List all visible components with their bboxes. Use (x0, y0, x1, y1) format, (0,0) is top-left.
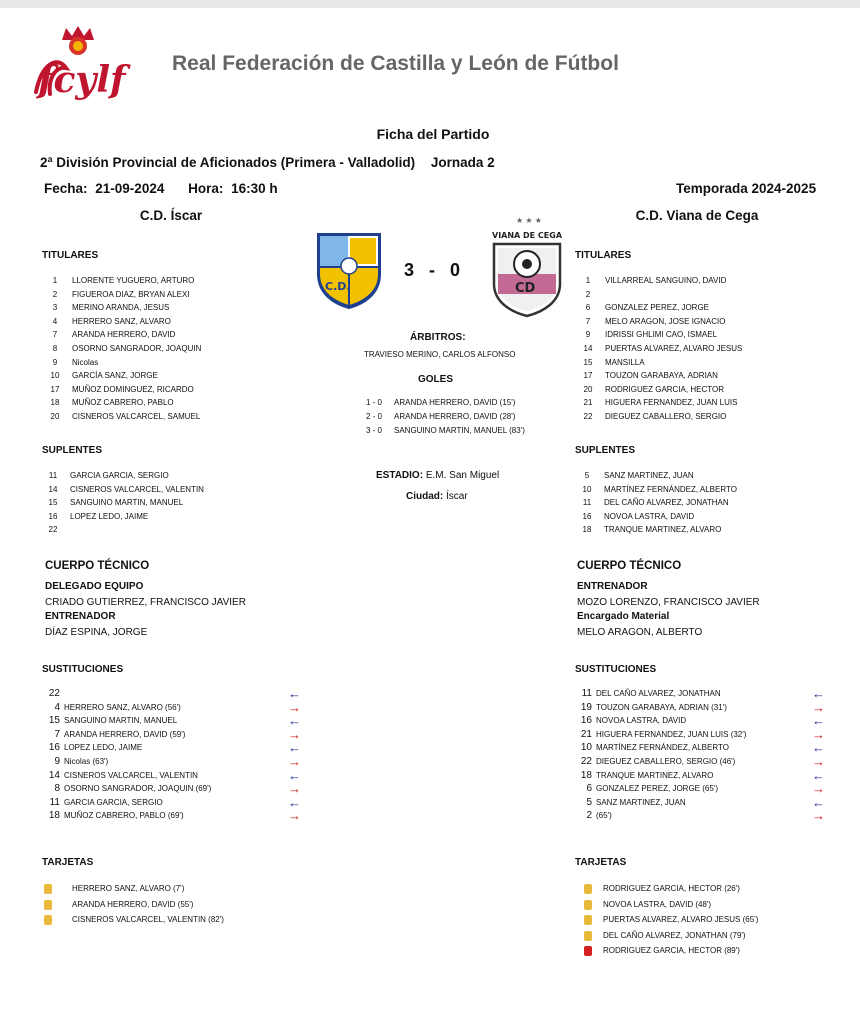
player-name: FIGUEROA DIAZ, BRYAN ALEXI (72, 289, 190, 299)
away-substitution-row (570, 782, 718, 796)
arrow-left-icon: ← (812, 713, 825, 729)
home-starters-row (44, 315, 171, 328)
home-substitution-row (38, 687, 64, 701)
stadium-value: E.M. San Miguel (425, 470, 500, 481)
player-number: 15 (48, 498, 58, 508)
home-starters-row (44, 356, 98, 369)
substitution-number: 16 (48, 742, 60, 754)
referee-name: TRAVIESO MERINO, CARLOS ALFONSO (364, 350, 516, 359)
substitution-player: NOVOA LASTRA, DAVID (596, 716, 687, 726)
player-name: TOUZON GARABAYA, ADRIAN (605, 371, 718, 381)
player-name: LOPEZ LEDO, JAIME (70, 511, 149, 521)
player-number: 16 (48, 511, 58, 521)
goal-score: 1 - 0 (366, 398, 383, 407)
player-name: GONZALEZ PEREZ, JORGE (605, 303, 710, 313)
stadium-label: ESTADIO: (376, 470, 424, 481)
away-crest (488, 214, 566, 318)
away-staff-role-2: Encargado Material (577, 611, 670, 622)
arrow-left-icon: ← (288, 767, 301, 783)
away-starters-row (577, 315, 725, 328)
player-name: PUERTAS ALVAREZ, ALVARO JESUS (605, 344, 743, 353)
player-name: RODRIGUEZ GARCIA, HECTOR (605, 384, 724, 394)
competition (40, 155, 495, 170)
player-number: 16 (582, 511, 592, 521)
arrow-left-icon: ← (812, 767, 825, 783)
away-cards-heading: TARJETAS (575, 857, 627, 868)
substitution-number: 19 (580, 701, 592, 713)
away-starters-row (577, 369, 718, 382)
home-card-player: CISNEROS VALCARCEL, VALENTIN (82') (72, 915, 224, 924)
away-card-player: PUERTAS ALVAREZ, ALVARO JESUS (65') (603, 915, 759, 924)
arrow-right-icon: → (812, 808, 825, 824)
arrow-left-icon: ← (812, 686, 825, 701)
substitution-number: 14 (48, 769, 60, 781)
arrow-left-icon: ← (812, 740, 825, 756)
away-crest-text: CD (515, 281, 536, 296)
home-staff-heading: CUERPO TÉCNICO (45, 560, 150, 572)
player-name: SANGUINO MARTIN, MANUEL (70, 498, 184, 508)
city-value: Íscar (446, 491, 468, 502)
round: Jornada 2 (430, 155, 495, 170)
arrow-right-icon: → (288, 808, 301, 824)
home-subs-row (42, 496, 183, 509)
arrow-right-icon: → (288, 781, 301, 797)
home-subs-row (42, 469, 169, 482)
substitution-player: TRANQUE MARTINEZ, ALVARO (596, 770, 714, 780)
home-subs-row (42, 523, 70, 536)
yellow-card-icon (44, 915, 52, 925)
player-name: GARCÍA SANZ, JORGE (72, 371, 158, 381)
arrow-left-icon: ← (288, 794, 301, 810)
substitution-player: DEL CAÑO ALVAREZ, JONATHAN (596, 689, 721, 698)
away-starters-row (577, 396, 737, 409)
away-substitution-row (570, 714, 686, 728)
home-card-player: HERRERO SANZ, ALVARO (7') (72, 884, 185, 893)
season: Temporada 2024-2025 (676, 181, 817, 196)
home-starters-row (44, 383, 194, 396)
home-staff-role-2: ENTRENADOR (45, 611, 116, 622)
away-subs-row (576, 469, 694, 482)
score (404, 260, 460, 281)
player-name: GARCIA GARCIA, SERGIO (70, 471, 169, 480)
arrow-right-icon: → (812, 699, 825, 715)
away-substitution-row (570, 728, 746, 742)
away-staff-name-2: MELO ARAGON, ALBERTO (577, 627, 703, 638)
away-team-name: C.D. Viana de Cega (635, 208, 759, 223)
player-number: 10 (50, 371, 60, 381)
away-card-player: RODRIGUEZ GARCIA, HECTOR (89') (603, 946, 740, 955)
away-starters-row (577, 328, 717, 341)
player-number: 6 (585, 303, 591, 313)
referees-heading: ÁRBITROS: (410, 332, 466, 343)
arrow-right-icon: → (812, 726, 825, 742)
player-name: MANSILLA (605, 357, 645, 367)
substitution-player: OSORNO SANGRADOR, JOAQUIN (69') (64, 784, 212, 794)
substitution-player: GARCIA GARCIA, SERGIO (64, 797, 163, 807)
substitution-player: TOUZON GARABAYA, ADRIAN (31') (596, 702, 727, 712)
home-substitution-row (38, 782, 211, 796)
away-substitution-row (570, 809, 612, 823)
player-number: 2 (585, 289, 591, 299)
home-crest-text: C.D. (325, 280, 351, 293)
home-starters-row (44, 410, 200, 423)
player-name: TRANQUE MARTINEZ, ALVARO (604, 525, 722, 535)
player-name: HIGUERA FERNANDEZ, JUAN LUIS (605, 398, 738, 408)
player-number: 1 (52, 276, 58, 285)
competition-name: 2ª División Provincial de Aficionados (Primera - Valladolid) (40, 155, 416, 170)
player-number: 20 (583, 384, 593, 394)
player-number: 20 (50, 412, 60, 421)
substitution-player: MARTÍNEZ FERNÁNDEZ, ALBERTO (596, 743, 729, 753)
federation-name: Real Federación de Castilla y León de Fútbol (172, 52, 619, 75)
home-starters-row (44, 288, 190, 301)
arrow-right-icon: → (288, 699, 301, 715)
substitution-player: DIEGUEZ CABALLERO, SERGIO (46') (596, 757, 736, 766)
score-away: 0 (450, 260, 461, 280)
away-subs-row (576, 510, 694, 523)
away-starters-row (577, 383, 724, 396)
away-substitution-row (570, 687, 721, 701)
yellow-card-icon (44, 884, 52, 894)
substitution-number: 15 (48, 715, 60, 727)
player-name: SANZ MARTINEZ, JUAN (604, 471, 694, 480)
substitution-number: 18 (48, 810, 60, 822)
substitution-number: 22 (48, 688, 60, 699)
substitution-number: 10 (580, 742, 592, 754)
home-starters-row (44, 342, 201, 355)
player-name: LLORENTE YUGUERO, ARTURO (72, 276, 195, 285)
player-name: MARTÍNEZ FERNÁNDEZ, ALBERTO (604, 484, 737, 494)
player-number: 1 (585, 276, 591, 285)
player-number: 22 (583, 412, 593, 421)
home-starters-row (44, 369, 158, 382)
player-number: 21 (583, 398, 593, 408)
goal-row (366, 410, 515, 423)
away-substitution-row (570, 755, 735, 769)
player-name: DIEGUEZ CABALLERO, SERGIO (605, 412, 727, 421)
player-number: 22 (48, 525, 58, 535)
away-staff-role-1: ENTRENADOR (577, 581, 648, 592)
player-number: 8 (52, 344, 58, 353)
home-staff-name-1: CRIADO GUTIERREZ, FRANCISCO JAVIER (45, 597, 246, 608)
player-number: 2 (52, 289, 58, 299)
away-substitutions-heading: SUSTITUCIONES (575, 664, 657, 675)
substitution-player: CISNEROS VALCARCEL, VALENTIN (64, 770, 198, 780)
date-label: Fecha: (44, 181, 88, 196)
player-name: DEL CAÑO ALVAREZ, JONATHAN (604, 498, 729, 508)
player-number: 17 (583, 371, 593, 381)
player-number: 18 (582, 525, 592, 535)
substitution-player: Nicolas (63') (64, 757, 109, 766)
away-starters-row (577, 288, 605, 301)
home-staff-name-2: DÍAZ ESPINA, JORGE (45, 627, 148, 638)
away-subs-row (576, 523, 721, 536)
substitution-number: 11 (581, 688, 592, 699)
substitution-number: 9 (54, 756, 60, 767)
away-card-player: RODRIGUEZ GARCIA, HECTOR (26') (603, 884, 740, 893)
stadium (376, 470, 499, 481)
substitution-number: 7 (54, 728, 60, 740)
time-value: 16:30 h (231, 181, 278, 196)
player-number: 7 (585, 316, 591, 326)
home-substitution-row (38, 755, 108, 769)
goal-row (366, 396, 515, 409)
player-number: 7 (52, 330, 58, 340)
player-name: CISNEROS VALCARCEL, VALENTIN (70, 484, 204, 494)
substitution-number: 6 (586, 783, 592, 795)
goal-scorer: ARANDA HERRERO, DAVID (28') (394, 412, 516, 421)
player-name: MERINO ARANDA, JESUS (72, 303, 170, 313)
home-starters-row (44, 328, 175, 341)
arrow-left-icon: ← (288, 740, 301, 756)
player-number: 11 (48, 471, 58, 480)
substitution-number: 8 (54, 783, 60, 795)
home-substitution-row (38, 714, 177, 728)
player-name: NOVOA LASTRA, DAVID (604, 511, 695, 521)
player-number: 15 (583, 357, 593, 367)
score-separator: - (429, 260, 436, 280)
player-number: 17 (50, 384, 60, 394)
player-name: MUÑOZ CABRERO, PABLO (72, 398, 174, 408)
yellow-card-icon (584, 915, 592, 925)
substitution-number: 5 (586, 796, 592, 808)
player-number: 14 (583, 344, 593, 353)
player-number: 5 (584, 471, 590, 480)
arrow-right-icon: → (288, 726, 301, 742)
player-number: 9 (585, 330, 591, 340)
substitution-number: 16 (580, 715, 592, 727)
home-substitution-row (38, 796, 163, 810)
city (406, 491, 468, 502)
away-staff-heading: CUERPO TÉCNICO (577, 560, 682, 572)
away-starters-row (577, 274, 726, 287)
player-name: VILLARREAL SANGUINO, DAVID (605, 276, 727, 285)
player-name: Nicolas (72, 357, 99, 367)
yellow-card-icon (584, 931, 592, 941)
home-substitution-row (38, 741, 142, 755)
substitution-number: 11 (49, 796, 60, 808)
arrow-right-icon: → (288, 754, 301, 769)
away-substitution-row (570, 769, 713, 783)
away-subs-row (576, 483, 737, 496)
away-card-player: DEL CAÑO ALVAREZ, JONATHAN (79') (603, 930, 746, 940)
goals-heading: GOLES (418, 374, 454, 385)
away-substitution-row (570, 741, 729, 755)
away-starters-row (577, 342, 742, 355)
home-starters-row (44, 301, 169, 314)
substitution-player: SANZ MARTINEZ, JUAN (596, 797, 686, 807)
home-staff-role-1: DELEGADO EQUIPO (45, 581, 144, 592)
time-label: Hora: (188, 181, 224, 196)
home-substitutions-heading: SUSTITUCIONES (42, 664, 124, 675)
arrow-right-icon: → (812, 781, 825, 797)
svg-text:★ ★ ★: ★ ★ ★ (516, 216, 542, 225)
match-sheet (0, 8, 860, 1024)
player-name: ARANDA HERRERO, DAVID (72, 330, 176, 340)
red-card-icon (584, 946, 592, 956)
substitution-player: (65') (596, 811, 612, 821)
away-substitution-row (570, 701, 727, 715)
home-substitution-row (38, 701, 181, 715)
player-name: MELO ARAGON, JOSE IGNACIO (605, 316, 726, 326)
yellow-card-icon (584, 884, 592, 894)
player-name: HERRERO SANZ, ALVARO (72, 316, 171, 326)
substitution-number: 21 (580, 728, 592, 740)
federation-logo-text: fcylf (38, 59, 126, 101)
away-crest-top: VIANA DE CEGA (492, 231, 563, 240)
home-substitution-row (38, 728, 185, 742)
yellow-card-icon (44, 900, 52, 910)
away-subs-row (576, 496, 729, 509)
home-subs-heading: SUPLENTES (42, 445, 103, 456)
home-substitution-row (38, 769, 198, 783)
player-name: MUÑOZ DOMINGUEZ, RICARDO (72, 384, 194, 394)
substitution-player: HERRERO SANZ, ALVARO (56') (64, 702, 181, 712)
home-crest (314, 230, 384, 310)
away-staff-name-1: MOZO LORENZO, FRANCISCO JAVIER (577, 597, 760, 608)
goal-row (366, 424, 525, 437)
substitution-player: HIGUERA FERNANDEZ, JUAN LUIS (32') (596, 729, 747, 739)
player-name: IDRISSI GHLIMI CAO, ISMAEL (605, 330, 718, 340)
home-team-name: C.D. Íscar (139, 208, 203, 223)
yellow-card-icon (584, 900, 592, 910)
substitution-player: LOPEZ LEDO, JAIME (64, 743, 143, 753)
away-subs-heading: SUPLENTES (575, 445, 636, 456)
player-number: 9 (52, 357, 58, 367)
goal-score: 2 - 0 (366, 412, 383, 421)
match-date (44, 181, 278, 196)
player-number: 14 (48, 484, 58, 494)
city-label: Ciudad: (406, 491, 444, 502)
arrow-left-icon: ← (288, 686, 301, 701)
player-number: 4 (52, 316, 58, 326)
player-name: CISNEROS VALCARCEL, SAMUEL (72, 412, 201, 421)
goal-scorer: SANGUINO MARTIN, MANUEL (83') (394, 426, 525, 435)
substitution-number: 18 (580, 769, 592, 781)
date-value: 21-09-2024 (95, 181, 165, 196)
home-subs-row (42, 510, 148, 523)
home-card-player: ARANDA HERRERO, DAVID (55') (72, 899, 194, 909)
away-card-player: NOVOA LASTRA, DAVID (48') (603, 899, 712, 909)
substitution-number: 22 (580, 756, 592, 767)
substitution-player: GONZALEZ PEREZ, JORGE (65') (596, 784, 718, 794)
home-substitution-row (38, 809, 184, 823)
home-starters-row (44, 274, 194, 287)
substitution-player: MUÑOZ CABRERO, PABLO (69') (64, 811, 184, 821)
home-starters-row (44, 396, 174, 409)
federation-logo (28, 22, 132, 114)
substitution-player: SANGUINO MARTIN, MANUEL (64, 716, 178, 726)
arrow-left-icon: ← (288, 713, 301, 729)
player-number: 3 (52, 303, 58, 313)
arrow-right-icon: → (812, 754, 825, 769)
sheet-title: Ficha del Partido (376, 126, 490, 142)
goal-scorer: ARANDA HERRERO, DAVID (15') (394, 398, 516, 407)
away-substitution-row (570, 796, 686, 810)
score-home: 3 (404, 260, 415, 280)
away-starters-heading: TITULARES (575, 250, 632, 261)
player-number: 10 (582, 484, 592, 494)
substitution-player: ARANDA HERRERO, DAVID (59') (64, 729, 186, 739)
home-starters-heading: TITULARES (42, 250, 99, 261)
player-number: 18 (50, 398, 60, 408)
away-starters-row (577, 301, 709, 314)
away-starters-row (577, 410, 726, 423)
arrow-left-icon: ← (812, 794, 825, 810)
player-number: 11 (582, 498, 592, 508)
home-cards-heading: TARJETAS (42, 857, 94, 868)
away-starters-row (577, 356, 645, 369)
substitution-number: 4 (54, 701, 60, 713)
goal-score: 3 - 0 (366, 426, 383, 435)
home-subs-row (42, 483, 204, 496)
player-name: OSORNO SANGRADOR, JOAQUIN (72, 344, 202, 353)
substitution-number: 2 (586, 810, 592, 822)
